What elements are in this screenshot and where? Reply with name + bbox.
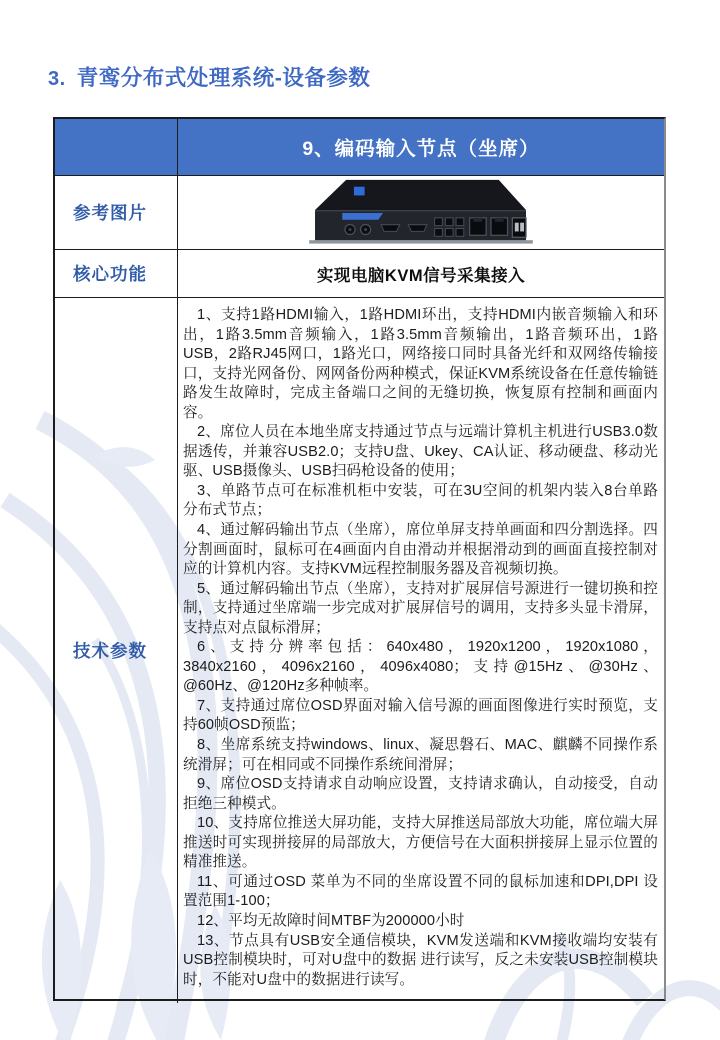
row-label-core-function: 核心功能 <box>55 249 177 297</box>
device-photo <box>297 177 545 247</box>
device-label-strip <box>342 213 383 220</box>
section-title-text: 青鸾分布式处理系统-设备参数 <box>76 66 371 90</box>
device-logo-icon <box>354 187 365 196</box>
table-header-empty-cell <box>55 119 177 175</box>
tech-param-item: 1、支持1路HDMI输入，1路HDMI环出，支持HDMI内嵌音频输入和环出，1路3.5mm音频输入，1路3.5mm音频输出，1路音频环出，1路USB，2路RJ45网口，1路光口，网络接口同时具备光纤和双网络传输接口，支持光网备份、网网备份两种模式，保证KVM系统设备在任意传输链路发生故障时，完成主备端口之间的无缝切换，恢复原有控制和画面内容。 <box>183 307 658 421</box>
tech-param-item: 11、可通过OSD 菜单为不同的坐席设置不同的鼠标加速和DPI,DPI 设置范围1-100； <box>183 873 658 910</box>
tech-param-item: 2、席位人员在本地坐席支持通过节点与远端计算机主机进行USB3.0数据透传，并兼容USB2.0；支持U盘、Ukey、CA认证、移动硬盘、移动光驱、USB摄像头、USB扫码枪设备的使用； <box>183 424 658 480</box>
table-header-title: 9、编码输入节点（坐席） <box>302 137 540 160</box>
tech-param-item: 4、通过解码输出节点（坐席），席位单屏支持单画面和四分割选择。四分割画面时，鼠标可在4画面内自由滑动并根据滑动到的画面直接控制对应的计算机内容。支持KVM远程控制服务器及音视频切换。 <box>183 522 658 578</box>
section-number: 3. <box>48 68 66 90</box>
reference-image-cell <box>177 175 664 250</box>
core-function-text: 实现电脑KVM信号采集接入 <box>316 266 526 285</box>
tech-param-item: 7、支持通过席位OSD界面对输入信号源的画面图像进行实时预览，支持60帧OSD预监； <box>183 697 658 734</box>
section-title <box>48 61 370 92</box>
hdmi-port-icon <box>381 225 399 232</box>
tech-param-item: 9、席位OSD支持请求自动响应设置，支持请求确认，自动接受，自动拒绝三种模式。 <box>183 776 658 812</box>
tech-param-item: 8、坐席系统支持windows、linux、凝思磐石、MAC、麒麟不同操作系统滑屏；可在相同或不同操作系统间滑屏； <box>183 737 658 773</box>
tech-param-item: 13、节点具有USB安全通信模块，KVM发送端和KVM接收端均安装有USB控制模块时，可对U盘中的数据 进行读写，反之未安装USB控制模块时，不能对U盘中的数据进行读写。 <box>183 932 658 988</box>
core-function-cell <box>177 249 664 297</box>
tech-param-item: 10、支持席位推送大屏功能，支持大屏推送局部放大功能，席位端大屏推送时可实现拼接屏的局部放大，方便信号在大面积拼接屏上显示位置的精准推送。 <box>183 815 658 871</box>
tech-param-item: 3、单路节点可在标准机柜中安装，可在3U空间的机架内装入8台单路分布式节点； <box>183 482 658 519</box>
tech-param-item: 5、通过解码输出节点（坐席），支持对扩展屏信号源进行一键切换和控制，支持通过坐席端一步完成对扩展屏信号的调用，支持多头显卡滑屏，支持点对点鼠标滑屏； <box>183 580 658 636</box>
row-label-tech-params: 技术参数 <box>55 297 177 1003</box>
rj45-port-icon <box>491 218 508 236</box>
hdmi-port-icon <box>408 225 426 232</box>
spec-table <box>53 117 666 1001</box>
rj45-port-icon <box>470 218 487 236</box>
tech-params-cell <box>177 297 664 1003</box>
tech-param-item: 12、平均无故障时间MTBF为200000小时 <box>197 912 465 929</box>
row-label-reference-image: 参考图片 <box>55 175 177 250</box>
tech-param-item: 6、支持分辨率包括：640x480，1920x1200，1920x1080，3840x2160，4096x2160，4096x4080；支持@15Hz、@30Hz、@60Hz、@120Hz多种帧率。 <box>183 639 658 695</box>
table-header-cell <box>177 119 664 175</box>
sfp-optical-port-icon <box>512 218 526 237</box>
